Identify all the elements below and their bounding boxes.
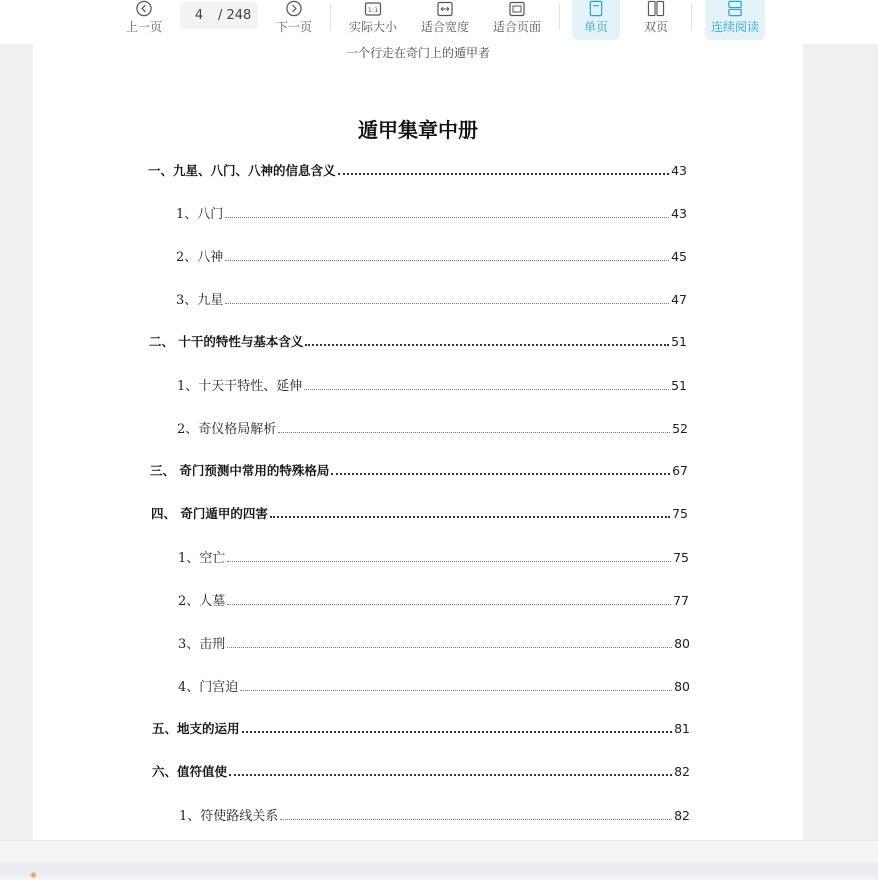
toc-leader-dots xyxy=(338,173,670,175)
actual-size-button[interactable] xyxy=(346,0,400,40)
toc-leader-dots xyxy=(225,260,669,261)
fit-page-button[interactable] xyxy=(490,0,544,40)
document-viewer[interactable] xyxy=(0,44,878,840)
toc-entry-text: 五、地支的运用 xyxy=(152,721,240,736)
toc-entry-page: 77 xyxy=(673,593,689,608)
toc-entry-text: 1、十天干特性、延伸 xyxy=(177,379,303,394)
toc-entry-text: 二、 十干的特性与基本含义 xyxy=(149,334,304,349)
toc-entry-page: 51 xyxy=(671,334,687,349)
toc-leader-dots xyxy=(278,432,670,433)
toc-entry[interactable] xyxy=(151,504,688,522)
toc-entry[interactable] xyxy=(178,633,690,652)
toc-entry[interactable] xyxy=(176,203,687,222)
toc-leader-dots xyxy=(305,344,669,346)
toc-entry-text: 六、值符值使 xyxy=(152,764,228,779)
toc-leader-dots xyxy=(225,303,669,304)
toc-leader-dots xyxy=(227,561,671,562)
fit-width-button[interactable] xyxy=(418,0,472,40)
toc-entry[interactable] xyxy=(148,161,687,179)
viewer-toolbar xyxy=(0,0,878,44)
toc-entry-page: 81 xyxy=(674,721,690,736)
toc-entry-text: 2、奇仪格局解析 xyxy=(177,422,277,437)
continuous-reading-label: 连续阅读 xyxy=(710,20,759,34)
toc-entry-page: 51 xyxy=(671,378,687,393)
toc-entry-text: 3、九星 xyxy=(176,293,224,308)
double-page-button[interactable] xyxy=(634,0,678,40)
toc-entry-text: 1、符使路线关系 xyxy=(179,809,279,824)
toc-entry[interactable] xyxy=(150,461,688,479)
current-page-input[interactable]: 4 xyxy=(194,8,204,23)
toc-leader-dots xyxy=(331,473,670,475)
toc-entry[interactable] xyxy=(178,676,690,695)
toc-entry-text: 三、 奇门预测中常用的特殊格局 xyxy=(150,463,330,478)
toc-entry[interactable] xyxy=(149,332,687,350)
fit-page-icon xyxy=(508,1,526,17)
chevron-right-circle-icon xyxy=(285,0,303,17)
toc-entry-text: 一、九星、八门、八神的信息含义 xyxy=(148,163,336,178)
toolbar-divider xyxy=(330,4,331,30)
single-page-button[interactable] xyxy=(572,0,620,40)
fit-width-label: 适合宽度 xyxy=(420,20,469,34)
toc-entry-text: 四、 奇门遁甲的四害 xyxy=(151,506,268,521)
sun-icon: ✺ xyxy=(30,871,37,880)
toc-leader-dots xyxy=(229,774,672,776)
toc-entry[interactable] xyxy=(152,719,690,737)
toc-entry-page: 80 xyxy=(674,636,690,651)
page-header-note: 一个行走在奇门上的遁甲者 xyxy=(345,46,490,60)
toc-leader-dots xyxy=(227,604,671,605)
single-page-label: 单页 xyxy=(583,20,608,34)
prev-page-button[interactable] xyxy=(124,0,164,40)
continuous-reading-icon xyxy=(726,0,744,17)
toc-entry[interactable] xyxy=(176,246,687,265)
toc-leader-dots xyxy=(240,690,672,691)
toc-entry[interactable] xyxy=(178,590,689,609)
toc-entry-page: 52 xyxy=(672,421,688,436)
toc-entry-page: 80 xyxy=(674,679,690,694)
toc-entry-page: 45 xyxy=(671,249,687,264)
toc-title: 遁甲集章中册 xyxy=(358,118,478,142)
continuous-reading-button[interactable] xyxy=(705,0,765,40)
double-page-label: 双页 xyxy=(643,20,668,34)
toc-entry[interactable] xyxy=(178,547,689,566)
bottom-bar xyxy=(0,862,878,880)
viewer-status-strip xyxy=(0,840,878,863)
toc-leader-dots xyxy=(280,819,672,820)
toc-entry[interactable] xyxy=(177,375,687,394)
fit-width-icon xyxy=(436,1,454,17)
toc-entry-page: 75 xyxy=(672,506,688,521)
toc-entry-text: 3、击刑 xyxy=(178,637,226,652)
next-page-button[interactable] xyxy=(274,0,314,40)
chevron-left-circle-icon xyxy=(135,0,153,17)
actual-size-label: 实际大小 xyxy=(348,20,397,34)
actual-size-icon xyxy=(364,1,382,17)
toc-entry[interactable] xyxy=(177,418,688,437)
page-indicator xyxy=(180,2,258,29)
toolbar-divider xyxy=(559,4,560,30)
total-pages: / 248 xyxy=(218,8,252,23)
double-page-icon xyxy=(646,0,666,17)
prev-page-label: 上一页 xyxy=(125,20,162,34)
toolbar-divider xyxy=(691,4,692,30)
toc-entry-page: 82 xyxy=(674,808,690,823)
fit-page-label: 适合页面 xyxy=(492,20,541,34)
toc-entry-page: 43 xyxy=(671,206,687,221)
toc-leader-dots xyxy=(270,516,670,518)
toc-leader-dots xyxy=(242,731,673,733)
toc-entry-text: 2、八神 xyxy=(176,250,224,265)
document-page xyxy=(33,44,803,840)
toc-entry[interactable] xyxy=(152,762,690,780)
toc-leader-dots xyxy=(225,217,669,218)
toc-leader-dots xyxy=(304,389,669,390)
toc-entry[interactable] xyxy=(176,289,687,308)
toc-entry-page: 75 xyxy=(673,550,689,565)
toc-entry-page: 67 xyxy=(672,463,688,478)
toc-entry-text: 1、八门 xyxy=(176,207,224,222)
toc-entry-text: 1、空亡 xyxy=(178,551,226,566)
toc-entry-page: 43 xyxy=(671,163,687,178)
single-page-icon xyxy=(588,0,604,17)
toc-entry-text: 4、门宫迫 xyxy=(178,680,239,695)
svg-text:1:1: 1:1 xyxy=(367,6,379,14)
toc-entry-text: 2、人墓 xyxy=(178,594,226,609)
toc-entry[interactable] xyxy=(179,805,690,824)
next-page-label: 下一页 xyxy=(275,20,312,34)
toc-leader-dots xyxy=(227,647,672,648)
toc-entry-page: 82 xyxy=(674,764,690,779)
toc-entry-page: 47 xyxy=(671,292,687,307)
